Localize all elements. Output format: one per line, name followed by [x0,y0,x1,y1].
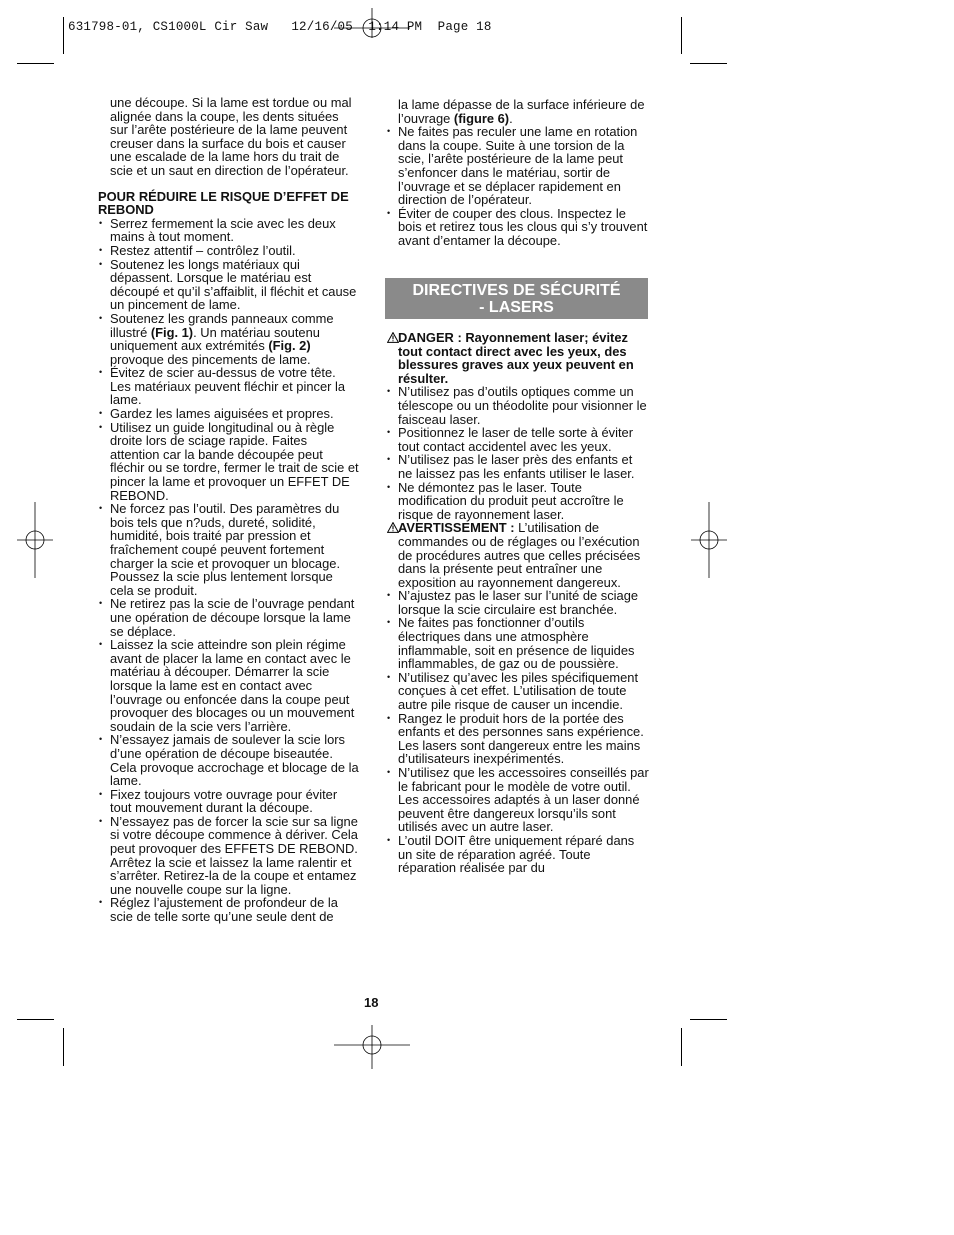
list-item: • N’essayez pas de forcer la scie sur sa ligne si votre découpe commence à dériver. Cela peut provoquer des EFFETS DE REBOND. Arrêtez la scie et laissez la lame ralentir et s’arrêter. Retirez-la de la coupe et entamez une nouvelle coupe sur la ligne. [98,815,360,897]
list-item: • Ne retirez pas la scie de l’ouvrage pendant une opération de découpe lorsque la lame se déplace. [98,597,360,638]
crop-mark-bottom-left-v [63,1028,64,1066]
list-item: • Ne forcez pas l’outil. Des paramètres du bois tels que n?uds, dureté, solidité, humidité, bois traité par pression et fraîchement coupé peuvent fortement charger la scie et provoquer un blocage. Poussez la scie plus lentement lorsque cela se produit. [98,502,360,597]
crop-mark-top-right-h [690,63,727,64]
list-item-text: . Un matériau soutenu uniquement aux extrémités [110,324,320,354]
list-item [98,312,360,366]
registration-mark-left [17,502,53,578]
section-banner-laser-safety [385,278,648,319]
list-item: • Laissez la scie atteindre son plein régime avant de placer la lame en contact avec le matériau à découper. Démarrer la scie lorsque la lame est en contact avec l’ouvrage ou enfoncée dans la coupe peut provoquer des blocages ou un mouvement soudain de la scie vers l’arrière. [98,638,360,733]
kickback-list [98,217,360,924]
list-item: • N’utilisez pas le laser près des enfants et ne laissez pas les enfants utiliser le laser. [386,453,650,480]
list-item: • Serrez fermement la scie avec les deux mains à tout moment. [98,217,360,244]
continued-paragraph [386,98,648,125]
list-item: • Positionnez le laser de telle sorte à éviter tout contact accidentel avec les yeux. [386,426,650,453]
crop-mark-top-left-v [63,17,64,54]
list-item: • L’outil DOIT être uniquement réparé dans un site de réparation agréé. Toute réparation réalisée par du [386,834,650,875]
warning-triangle-icon [387,522,399,533]
print-slug-header: 631798-01, CS1000L Cir Saw 12/16/05 1:14 PM Page 18 [68,20,492,34]
crop-mark-top-right-v [681,17,682,54]
crop-mark-bottom-left-h [17,1019,54,1020]
list-item: • Restez attentif – contrôlez l’outil. [98,244,360,258]
list-item: • Ne faites pas fonctionner d’outils électriques dans une atmosphère inflammable, soit en présence de liquides inflammables, de gaz ou de poussière. [386,616,650,670]
banner-title-line-1: DIRECTIVES DE SÉCURITÉ [412,281,621,299]
paragraph-text: la lame dépasse de la surface inférieure de l’ouvrage [398,97,645,126]
list-item: • N’utilisez qu’avec les piles spécifiquement conçues à cet effet. L’utilisation de toute autre pile risque de causer un incendie. [386,671,650,712]
list-item-text: Soutenez les grands panneaux comme illustré [110,310,334,340]
list-item: • Rangez le produit hors de la portée des enfants et des personnes sans expérience. Les lasers sont dangereux entre les mains d’utilisateurs inexpérimentés. [386,712,650,766]
list-item: • Réglez l’ajustement de profondeur de la scie de telle sorte qu’une seule dent de [98,896,360,923]
blade-list [386,125,648,247]
right-column-top [386,98,648,248]
banner-title-line-2: - LASERS [479,298,554,316]
list-item: • N’utilisez que les accessoires conseillés par le fabricant pour le modèle de votre outil. Les accessoires adaptés à un laser donné peuvent être dangereux lorsqu’ils sont utilisés avec un autre laser. [386,766,650,834]
paragraph-text: . [509,110,513,126]
laser-list [386,385,650,521]
list-item: • N’ajustez pas le laser sur l’unité de sciage lorsque la scie circulaire est branchée. [386,589,650,616]
list-item: • Utilisez un guide longitudinal ou à règle droite lors de sciage rapide. Faites attention car la bande découpée peut fléchir ou se tordre, fermer le trait de scie et pincer la lame et provoquer un EFFET DE REBOND. [98,421,360,503]
laser-list-continued [386,589,650,874]
list-item: • N’essayez jamais de soulever la scie lors d’une opération de découpe biseautée. Cela provoque accrochage et blocage de la lame. [98,733,360,787]
list-item-text: provoque des pincements de lame. [110,351,311,367]
crop-mark-bottom-right-h [690,1019,727,1020]
kickback-heading: POUR RÉDUIRE LE RISQUE D’EFFET DE REBOND [98,188,349,218]
list-item: • Évitez de scier au-dessus de votre tête. Les matériaux peuvent fléchir et pincer la lame. [98,366,360,407]
list-item: • Éviter de couper des clous. Inspectez le bois et retirez tous les clous qui s’y trouvent avant d’entamer la découpe. [386,207,648,248]
fig-6-ref: (figure 6) [453,110,510,126]
danger-text: DANGER : Rayonnement laser; évitez tout contact direct avec les yeux, des blessures graves aux yeux peuvent en résulter. [398,330,634,386]
list-item: • Ne démontez pas le laser. Toute modification du produit peut accroître le risque de rayonnement laser. [386,481,650,522]
warning-notice [386,521,650,589]
list-item: • Ne faites pas reculer une lame en rotation dans la coupe. Suite à une torsion de la scie, l’arête postérieure de la lame peut s’enfoncer dans le matériau, sortir de l’ouvrage et se déplacer rapidement en direction de l’opérateur. [386,125,648,207]
danger-notice [386,331,650,385]
warning-label: AVERTISSEMENT : [398,520,515,536]
registration-mark-top [334,8,410,38]
fig-1-ref: (Fig. 1) [150,324,194,340]
right-column-laser [386,331,650,875]
warning-triangle-icon [387,332,399,343]
crop-mark-bottom-right-v [681,1028,682,1066]
fig-2-ref: (Fig. 2) [268,338,311,354]
crop-mark-top-left-h [17,63,54,64]
list-item: • Soutenez les longs matériaux qui dépassent. Lorsque le matériau est découpé et qu’il s’affaiblit, il fléchit et cause un pincement de lame. [98,258,360,312]
list-item: • Fixez toujours votre ouvrage pour éviter tout mouvement durant la découpe. [98,788,360,815]
warning-text: L’utilisation de commandes ou de réglages ou l’exécution de procédures autres que celles précisées dans la présente peut entraîner une exposition au rayonnement dangereux. [398,520,641,590]
left-column [98,96,360,924]
intro-paragraph: une découpe. Si la lame est tordue ou mal alignée dans la coupe, les dents situées sur l’arête postérieure de la lame peuvent creuser dans la surface du bois et causer une escalade de la lame hors du trait de scie et un saut en direction de l’opérateur. [110,95,352,178]
registration-mark-right [691,502,727,578]
page-number: 18 [364,995,379,1010]
registration-mark-bottom [334,1025,410,1069]
list-item: • N’utilisez pas d’outils optiques comme un télescope ou un théodolite pour visionner le faisceau laser. [386,385,650,426]
list-item: • Gardez les lames aiguisées et propres. [98,407,360,421]
